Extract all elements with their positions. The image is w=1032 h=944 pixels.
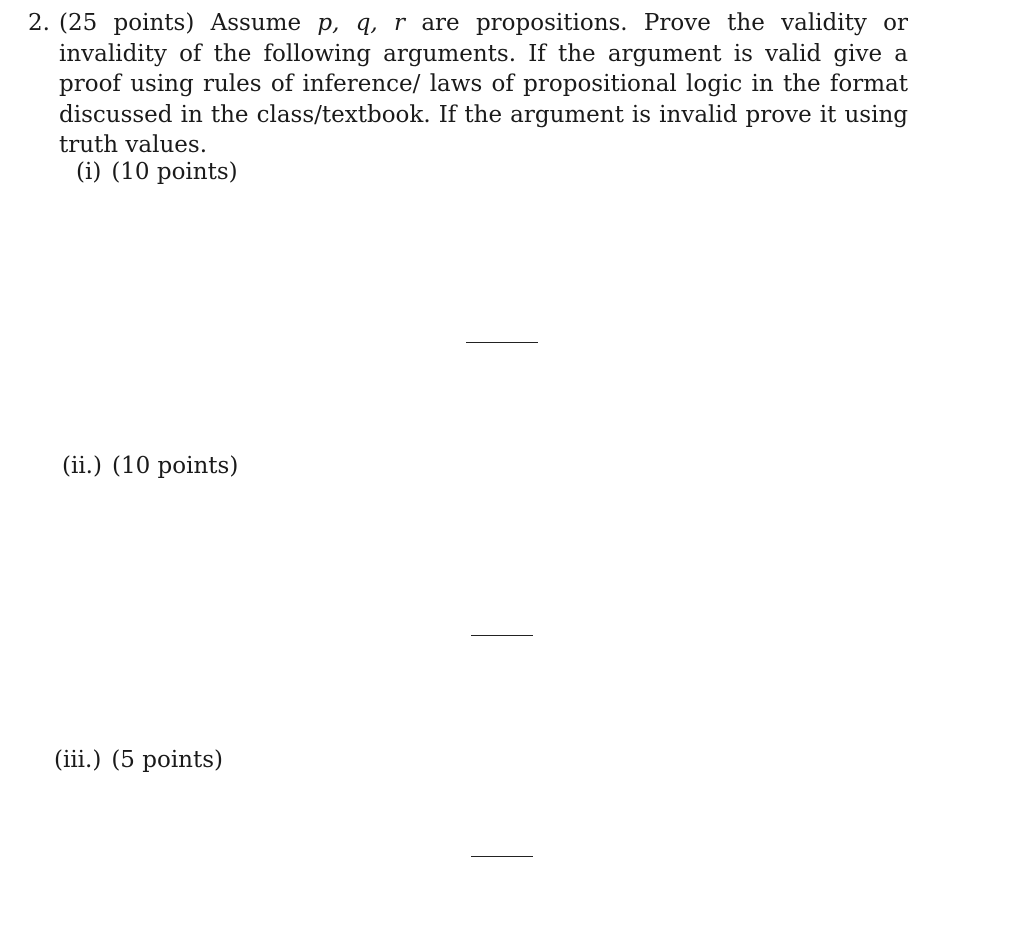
part-ii-points: (10 points) [111,453,239,479]
part-iii-label [54,746,233,774]
problem-text-intro: (25 points) Assume [59,10,318,36]
part-i-label [76,158,248,186]
part-iii-number: (iii.) [54,747,102,773]
part-iii-conclusion-rule [471,856,533,857]
part-ii-conclusion-rule [471,635,533,636]
part-i-points: (10 points) [111,159,238,185]
problem-text-body: are propositions. Prove the validity or invalidity of the following arguments. If the argument is valid give a proof using rules of inference/ laws of propositional logic in the format discussed in the class/textbook. If the argument is invalid prove it using truth values. [59,10,908,158]
part-iii-points: (5 points) [111,747,224,773]
part-i-conclusion-rule [466,342,538,343]
problem-text [59,8,908,161]
problem-variables: p, q, r [317,10,406,36]
problem-number: 2. [28,10,50,36]
part-ii-label [62,452,248,480]
part-i-number: (i) [76,159,102,185]
part-ii-number: (ii.) [62,453,102,479]
problem-statement [28,8,908,161]
